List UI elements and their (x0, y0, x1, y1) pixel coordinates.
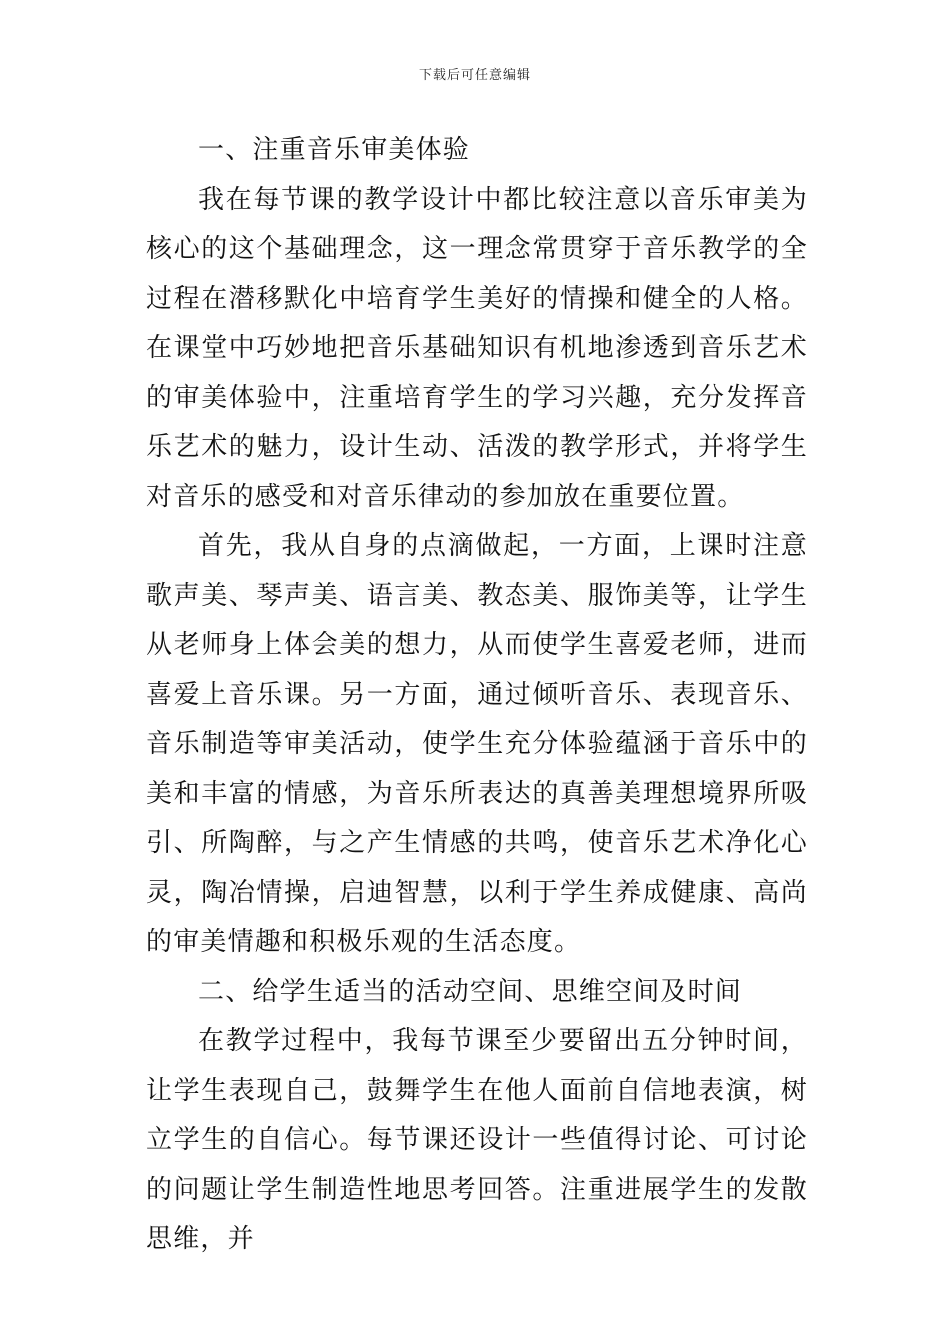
section-heading-2: 二、给学生适当的活动空间、思维空间及时间 (198, 976, 743, 1007)
header-note: 下载后可任意编辑 (418, 68, 531, 83)
document-body (146, 126, 808, 1265)
body-paragraph-1: 我在每节课的教学设计中都比较注意以音乐审美为核心的这个基础理念，这一理念常贯穿于音乐教学的全过程在潜移默化中培育学生美好的情操和健全的人格。在课堂中巧妙地把音乐基础知识有机地渗透到音乐艺术的审美体验中，注重培育学生的学习兴趣，充分发挥音乐艺术的魅力，设计生动、活泼的教学形式，并将学生对音乐的感受和对音乐律动的参加放在重要位置。 (146, 184, 808, 512)
section-heading-1: 一、注重音乐审美体验 (198, 135, 471, 165)
body-paragraph-3: 在教学过程中，我每节课至少要留出五分钟时间，让学生表现自己，鼓舞学生在他人面前自信地表演，树立学生的自信心。每节课还设计一些值得讨论、可讨论的问题让学生制造性地思考回答。注重进展学生的发散思维，并 (146, 1026, 808, 1254)
body-paragraph-2: 首先，我从自身的点滴做起，一方面，上课时注意歌声美、琴声美、语言美、教态美、服饰美等，让学生从老师身上体会美的想力，从而使学生喜爱老师，进而喜爱上音乐课。另一方面，通过倾听音乐、表现音乐、音乐制造等审美活动，使学生充分体验蕴涵于音乐中的美和丰富的情感，为音乐所表达的真善美理想境界所吸引、所陶醉，与之产生情感的共鸣，使音乐艺术净化心灵，陶冶情操，启迪智慧，以利于学生养成健康、高尚的审美情趣和积极乐观的生活态度。 (146, 531, 808, 957)
